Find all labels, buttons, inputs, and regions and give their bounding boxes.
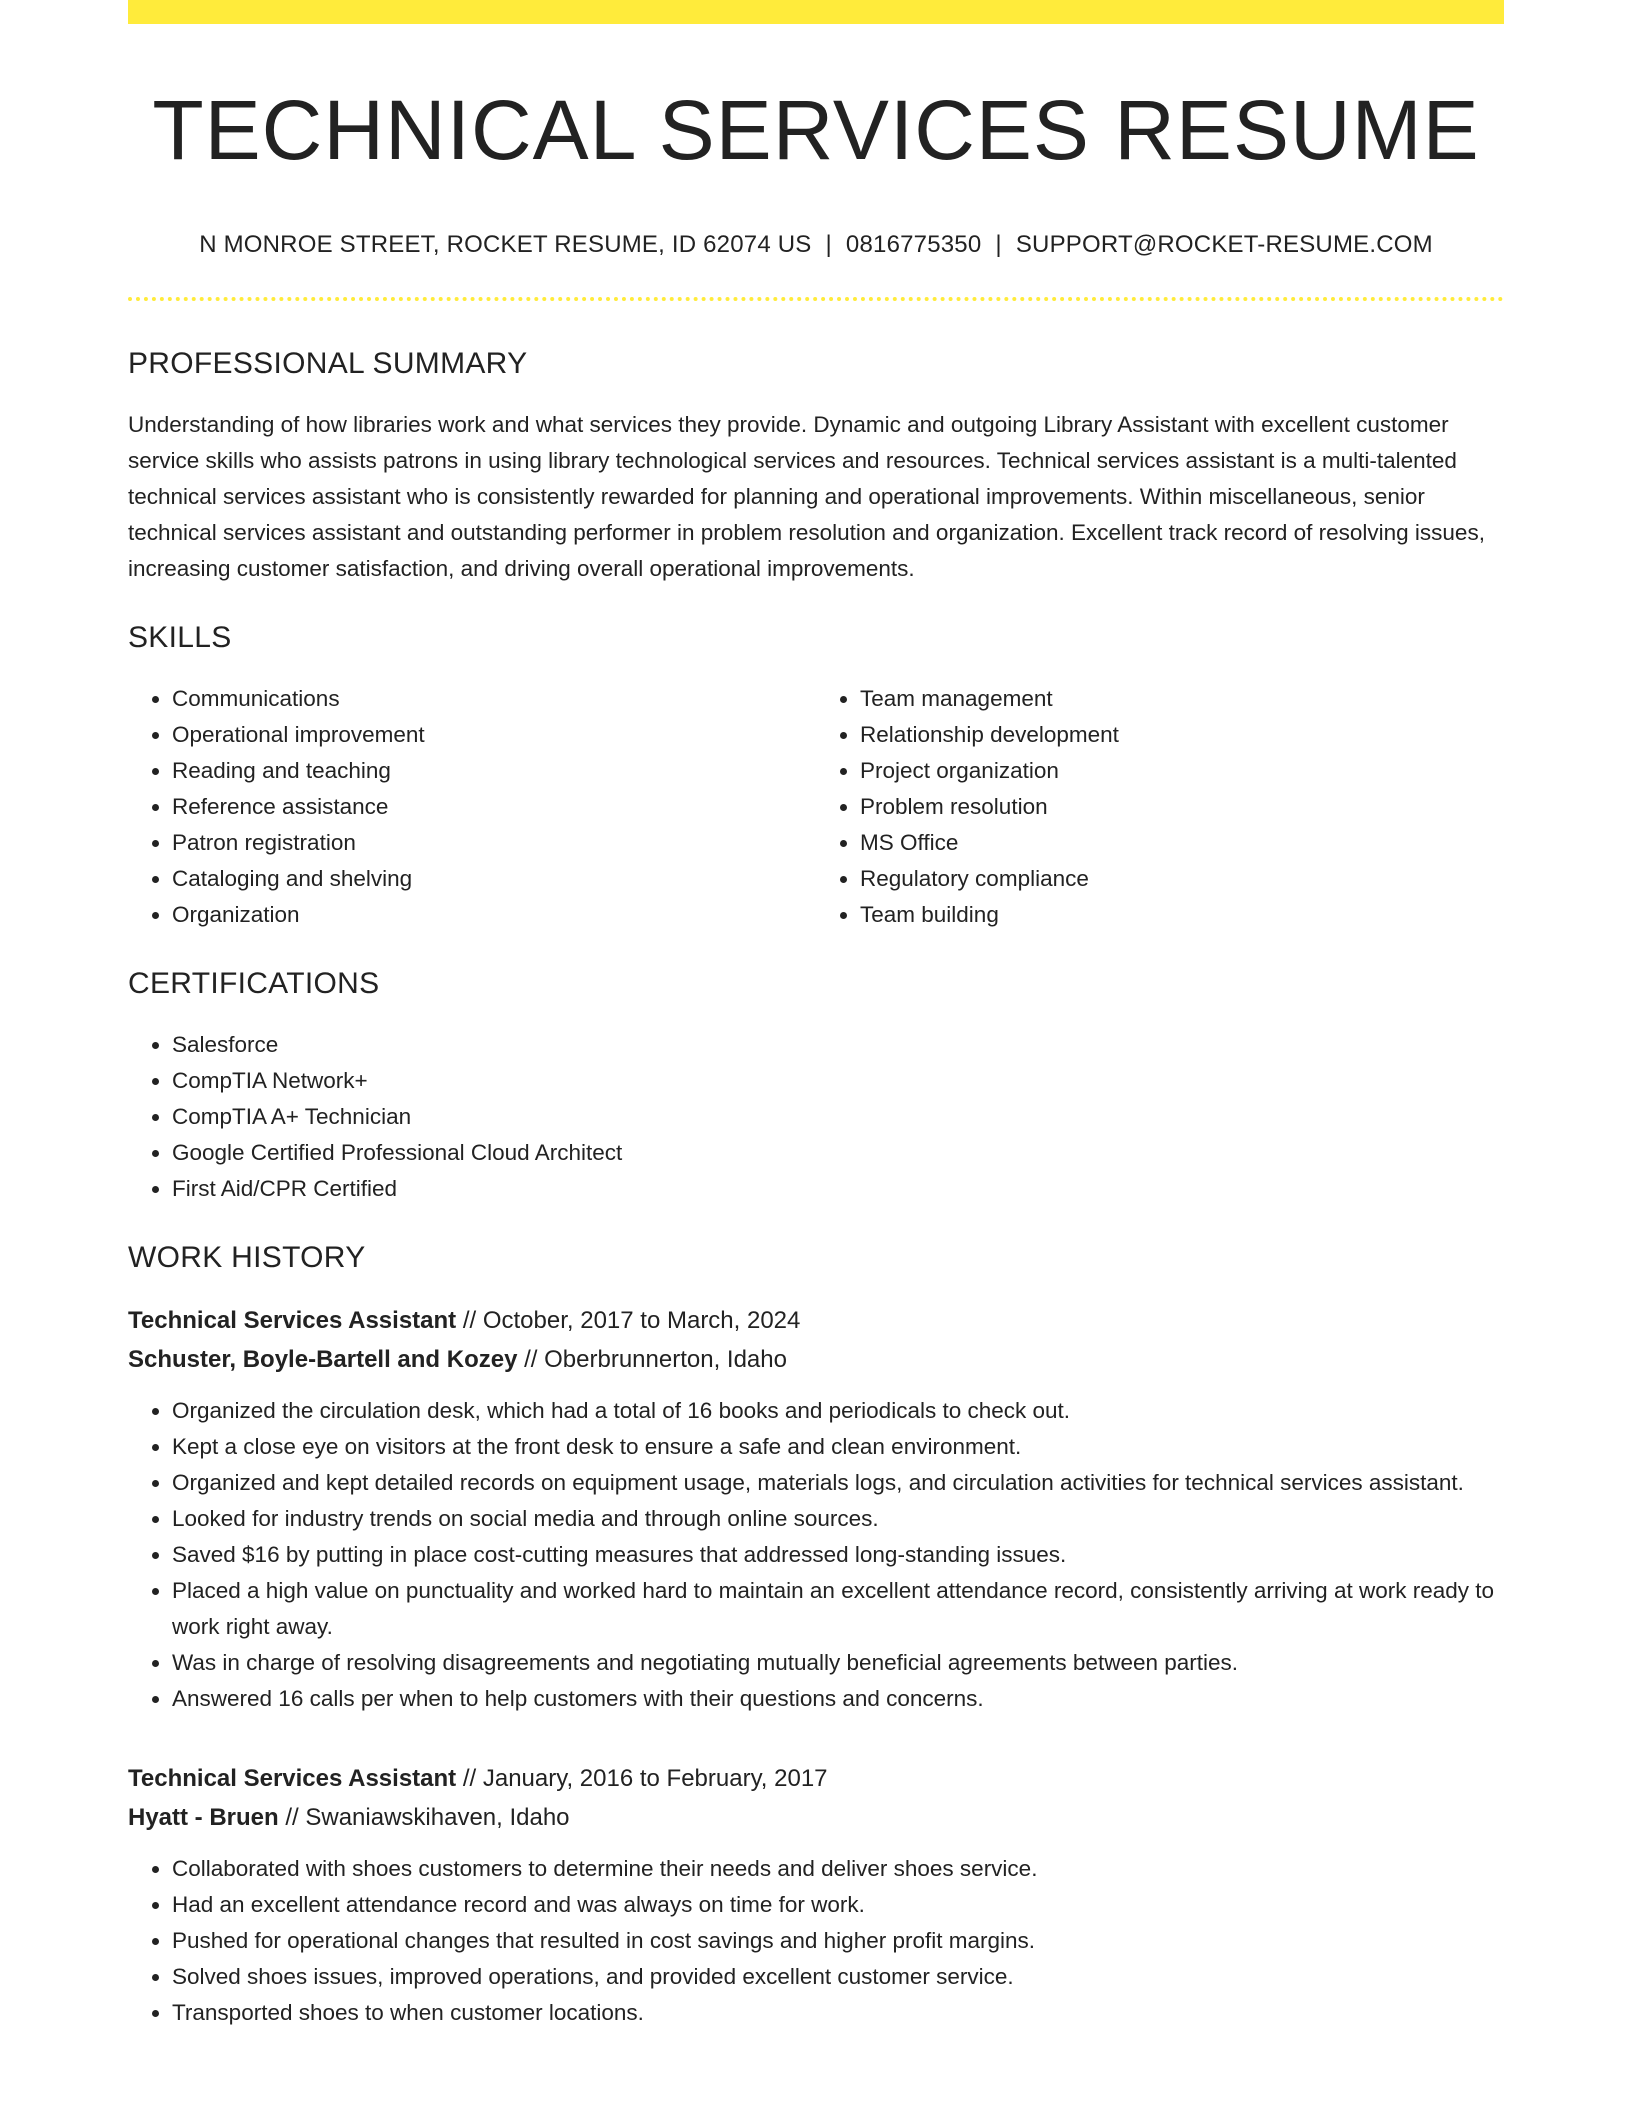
summary-heading: PROFESSIONAL SUMMARY	[128, 346, 528, 380]
contact-line	[128, 231, 1504, 259]
job-company: Hyatt - Bruen	[128, 1803, 279, 1831]
job-bullet: • Pushed for operational changes that resulted in cost savings and higher profit margins.	[172, 1923, 1504, 1959]
certifications-list	[128, 1027, 1504, 1207]
skills-list-right	[816, 681, 1504, 933]
certification-item: • Google Certified Professional Cloud Architect	[172, 1135, 1504, 1171]
skill-item: • Team building	[860, 897, 1504, 933]
contact-separator: |	[995, 230, 1002, 258]
dotted-divider	[128, 297, 1504, 301]
contact-phone: 0816775350	[845, 230, 982, 258]
job-bullets	[128, 1851, 1504, 2031]
skill-item: • Communications	[172, 681, 816, 717]
skills-heading: SKILLS	[128, 620, 232, 654]
skill-item: • Operational improvement	[172, 717, 816, 753]
job-bullet: • Kept a close eye on visitors at the front desk to ensure a safe and clean environment.	[172, 1429, 1504, 1465]
job-location: // Oberbrunnerton, Idaho	[524, 1345, 787, 1373]
resume-title: TECHNICAL SERVICES RESUME	[152, 83, 1480, 177]
job-location: // Swaniawskihaven, Idaho	[285, 1803, 570, 1831]
job-role: Technical Services Assistant	[128, 1764, 457, 1792]
job-role-line	[128, 1759, 1504, 1798]
job-bullet: • Collaborated with shoes customers to determine their needs and deliver shoes service.	[172, 1851, 1504, 1887]
job-bullet: • Looked for industry trends on social media and through online sources.	[172, 1501, 1504, 1537]
skills-columns	[128, 681, 1504, 933]
job-dates: // October, 2017 to March, 2024	[462, 1306, 801, 1334]
job-role-line	[128, 1301, 1504, 1340]
work-history-heading: WORK HISTORY	[128, 1240, 366, 1274]
job-bullet: • Placed a high value on punctuality and worked hard to maintain an excellent attendance record, consistently arriving at work ready to work right away.	[172, 1573, 1504, 1645]
skill-item: • Relationship development	[860, 717, 1504, 753]
job-bullet: • Solved shoes issues, improved operations, and provided excellent customer service.	[172, 1959, 1504, 1995]
job-company-line	[128, 1798, 1504, 1837]
contact-address: N MONROE STREET, ROCKET RESUME, ID 62074 US	[199, 230, 812, 258]
summary-text: Understanding of how libraries work and what services they provide. Dynamic and outgoing Library Assistant with excellent customer service skills who assists patrons in using library technological services and resources. Technical services assistant is a multi-talented technical services assistant who is consistently rewarded for planning and operational improvements. Within miscellaneous, senior technical services assistant and outstanding performer in problem resolution and organization. Excellent track record of resolving issues, increasing customer satisfaction, and driving overall operational improvements.	[128, 411, 1485, 581]
certification-item: • First Aid/CPR Certified	[172, 1171, 1504, 1207]
job-bullet: • Answered 16 calls per when to help customers with their questions and concerns.	[172, 1681, 1504, 1717]
job-bullet: • Organized the circulation desk, which had a total of 16 books and periodicals to check out.	[172, 1393, 1504, 1429]
certification-item: • CompTIA Network+	[172, 1063, 1504, 1099]
job-bullet: • Organized and kept detailed records on equipment usage, materials logs, and circulation activities for technical services assistant.	[172, 1465, 1504, 1501]
job-bullet: • Was in charge of resolving disagreements and negotiating mutually beneficial agreements between parties.	[172, 1645, 1504, 1681]
job-company: Schuster, Boyle-Bartell and Kozey	[128, 1345, 518, 1373]
job-role: Technical Services Assistant	[128, 1306, 457, 1334]
certification-item: • CompTIA A+ Technician	[172, 1099, 1504, 1135]
skill-item: • MS Office	[860, 825, 1504, 861]
skill-item: • Patron registration	[172, 825, 816, 861]
job-bullets	[128, 1393, 1504, 1717]
job-dates: // January, 2016 to February, 2017	[462, 1764, 828, 1792]
job-entry	[128, 1759, 1504, 2031]
skills-list-left	[128, 681, 816, 933]
certification-item: • Salesforce	[172, 1027, 1504, 1063]
skill-item: • Project organization	[860, 753, 1504, 789]
skill-item: • Problem resolution	[860, 789, 1504, 825]
skill-item: • Team management	[860, 681, 1504, 717]
contact-email: SUPPORT@ROCKET-RESUME.COM	[1015, 230, 1433, 258]
resume-page	[128, 0, 1504, 2031]
certifications-heading: CERTIFICATIONS	[128, 966, 380, 1000]
top-accent-bar	[128, 0, 1504, 24]
job-bullet: • Transported shoes to when customer locations.	[172, 1995, 1504, 2031]
skill-item: • Reference assistance	[172, 789, 816, 825]
skill-item: • Cataloging and shelving	[172, 861, 816, 897]
skill-item: • Organization	[172, 897, 816, 933]
job-bullet: • Had an excellent attendance record and was always on time for work.	[172, 1887, 1504, 1923]
skill-item: • Regulatory compliance	[860, 861, 1504, 897]
job-bullet: • Saved $16 by putting in place cost-cutting measures that addressed long-standing issues.	[172, 1537, 1504, 1573]
skill-item: • Reading and teaching	[172, 753, 816, 789]
contact-separator: |	[825, 230, 832, 258]
job-company-line	[128, 1340, 1504, 1379]
job-entry	[128, 1301, 1504, 1717]
